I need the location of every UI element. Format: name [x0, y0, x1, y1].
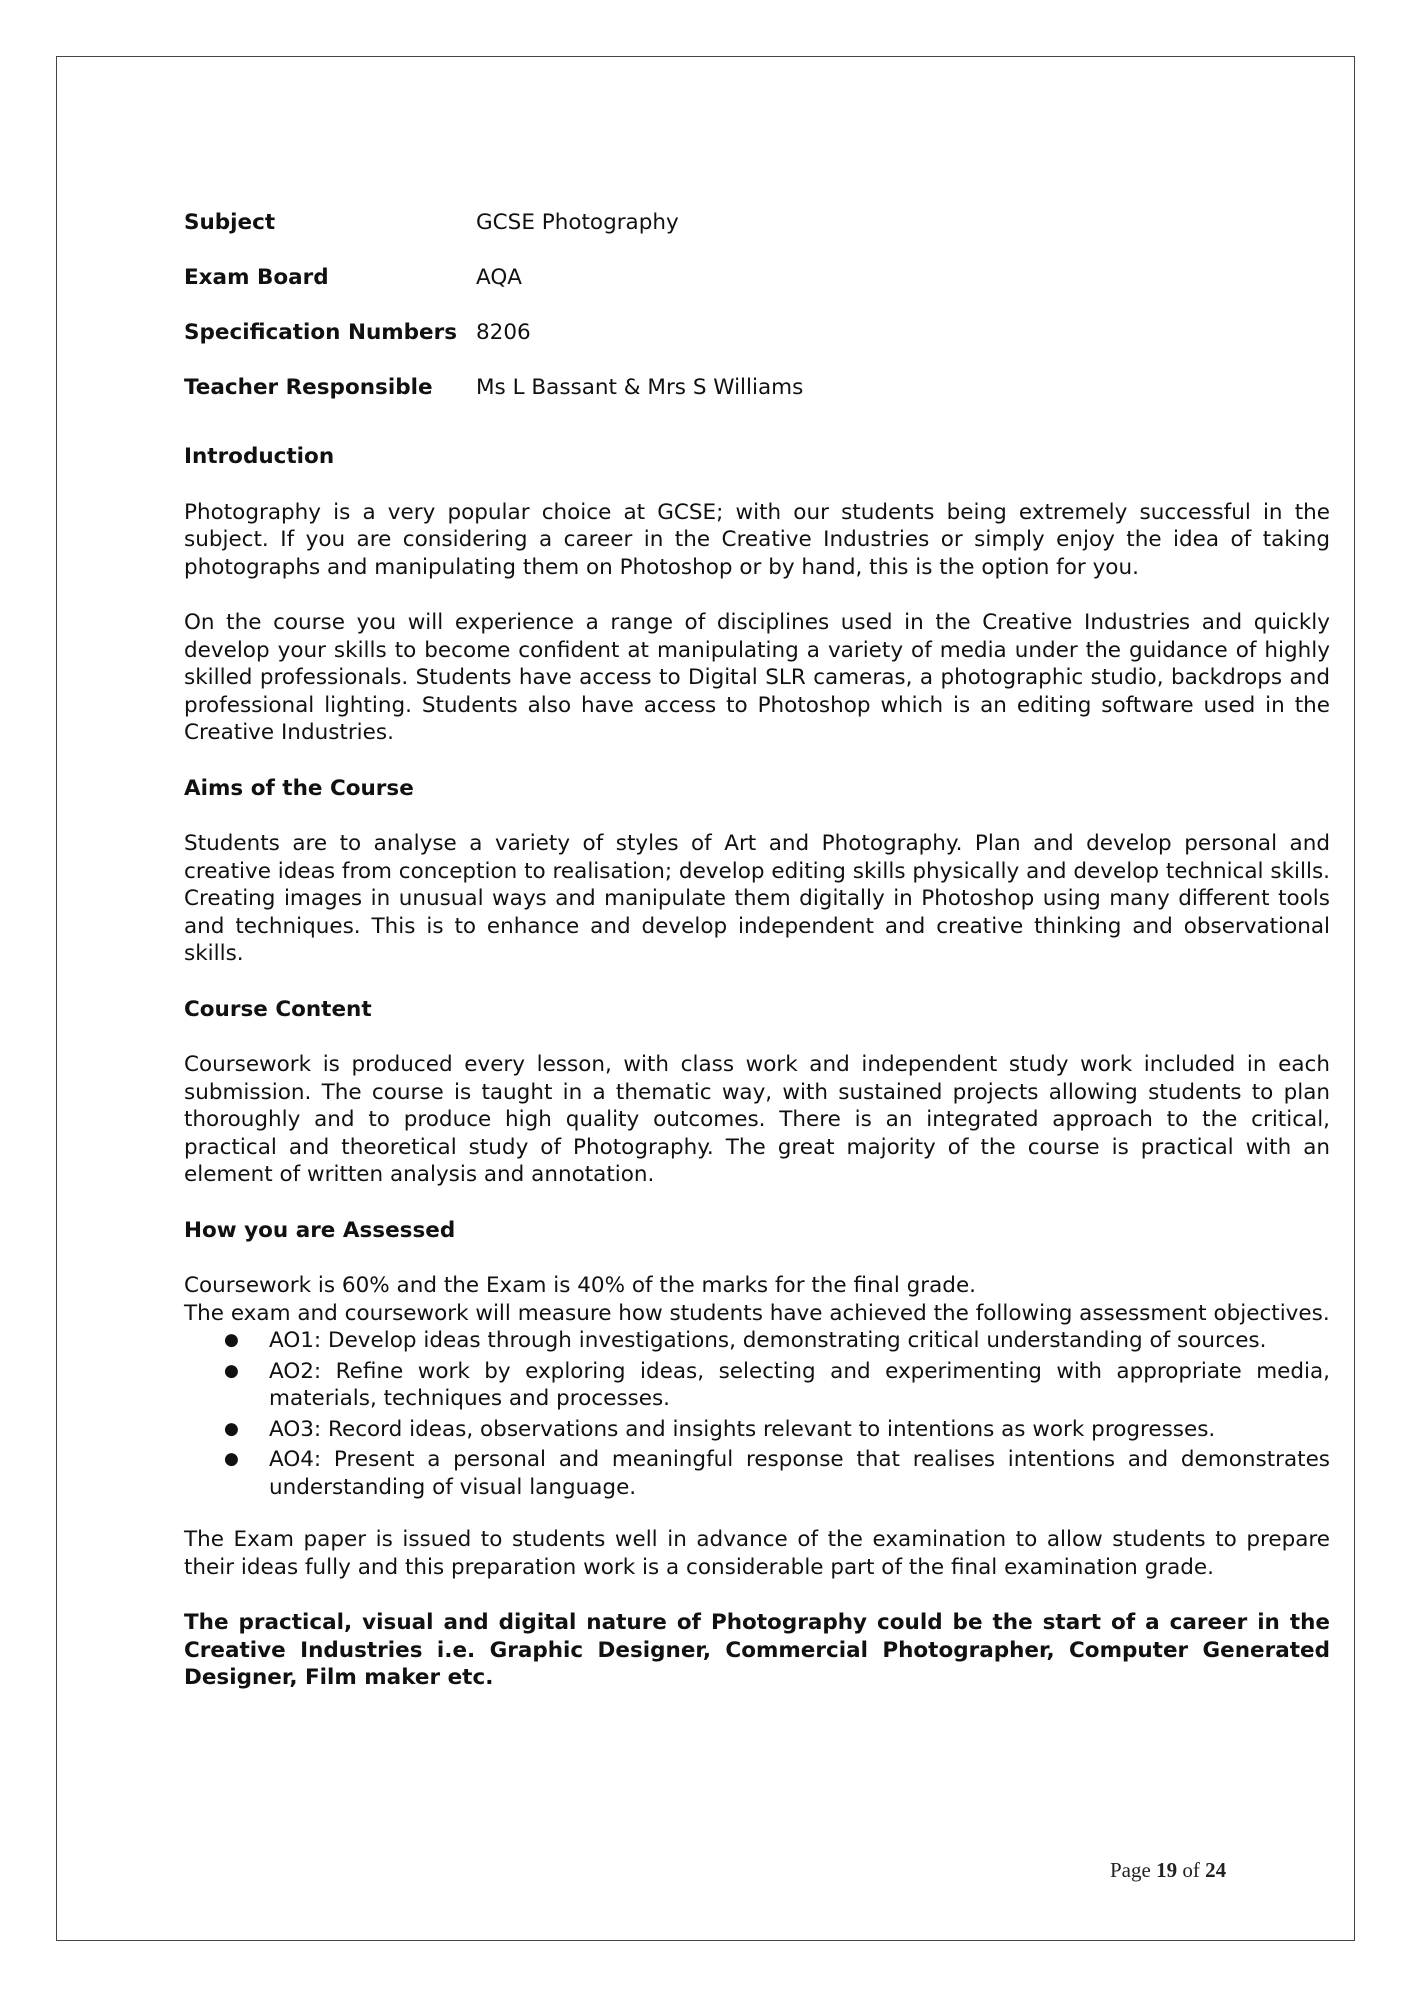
course-info-table	[184, 195, 803, 415]
aims-paragraph: Students are to analyse a variety of styles of Art and Photography. Plan and develop personal and creative ideas from conception to realisation; develop editing skills physically and develop technical skills. Creating images in unusual ways and manipulate them digitally in Photoshop using many different tools and techniques. This is to enhance and develop independent and creative thinking and observational skills.	[184, 831, 1330, 966]
bullet-icon: ●	[224, 1330, 239, 1350]
objective-text: AO3: Record ideas, observations and insights relevant to intentions as work progresses.	[269, 1416, 1216, 1442]
objective-text: AO4: Present a personal and meaningful response that realises intentions and demonstrates understanding of visual language.	[269, 1447, 1330, 1500]
info-row-teacher	[184, 360, 803, 415]
page-word: Page	[1110, 1858, 1151, 1882]
page-number	[1110, 1858, 1226, 1883]
list-item	[224, 1358, 1330, 1413]
info-row-exam-board	[184, 250, 803, 305]
course-content-paragraph: Coursework is produced every lesson, with class work and independent study work included in each submission. The course is taught in a thematic way, with sustained projects allowing students to plan thoroughly and to produce high quality outcomes. There is an integrated approach to the critical, practical and theoretical study of Photography. The great majority of the course is practical with an element of written analysis and annotation.	[184, 1052, 1330, 1187]
info-row-subject	[184, 195, 803, 250]
assessment-weighting: Coursework is 60% and the Exam is 40% of the marks for the final grade.	[184, 1273, 977, 1298]
info-value: AQA	[476, 264, 522, 290]
info-value: Ms L Bassant & Mrs S Williams	[476, 374, 804, 400]
info-label: Subject	[184, 209, 276, 235]
exam-paper-paragraph: The Exam paper is issued to students well in advance of the examination to allow students to prepare their ideas fully and this preparation work is a considerable part of the final examination grade.	[184, 1527, 1330, 1580]
document-body	[184, 195, 1330, 1692]
info-label: Teacher Responsible	[184, 374, 433, 400]
objective-text: AO2: Refine work by exploring ideas, selecting and experimenting with appropriate media, materials, techniques and processes.	[269, 1358, 1330, 1411]
introduction-heading: Introduction	[184, 444, 335, 469]
total-pages: 24	[1205, 1858, 1227, 1882]
assessment-heading: How you are Assessed	[184, 1217, 456, 1243]
course-content-heading: Course Content	[184, 996, 372, 1022]
list-item	[224, 1327, 1330, 1355]
aims-heading: Aims of the Course	[184, 775, 414, 801]
info-value: 8206	[476, 319, 531, 345]
bullet-icon: ●	[224, 1360, 239, 1381]
of-word: of	[1182, 1858, 1200, 1882]
bullet-icon: ●	[224, 1418, 239, 1439]
introduction-paragraph: Photography is a very popular choice at GCSE; with our students being extremely successful in the subject. If you are considering a career in the Creative Industries or simply enjoy the idea of taking photographs and manipulating them on Photoshop or by hand, this is the option for you.	[184, 499, 1330, 580]
introduction-paragraph: On the course you will experience a range of disciplines used in the Creative Industries and quickly develop your skills to become confident at manipulating a variety of media under the guidance of highly skilled professionals. Students have access to Digital SLR cameras, a photographic studio, backdrops and professional lighting. Students also have access to Photoshop which is an editing software used in the Creative Industries.	[184, 610, 1330, 745]
current-page: 19	[1156, 1858, 1178, 1882]
closing-statement: The practical, visual and digital nature of Photography could be the start of a career in the Creative Industries i.e. Graphic Designer, Commercial Photographer, Computer Generated Designer, Film maker etc.	[184, 1610, 1330, 1690]
assessment-objectives-list	[184, 1327, 1330, 1501]
info-label: Specification Numbers	[184, 319, 458, 345]
info-label: Exam Board	[184, 264, 329, 290]
info-value: GCSE Photography	[476, 209, 679, 235]
assessment-intro: The exam and coursework will measure how students have achieved the following assessment objectives.	[184, 1300, 1330, 1326]
info-row-specification	[184, 305, 803, 360]
list-item	[224, 1416, 1330, 1444]
bullet-icon: ●	[224, 1449, 239, 1469]
list-item	[224, 1446, 1330, 1501]
objective-text: AO1: Develop ideas through investigations, demonstrating critical understanding of sources.	[269, 1328, 1267, 1353]
